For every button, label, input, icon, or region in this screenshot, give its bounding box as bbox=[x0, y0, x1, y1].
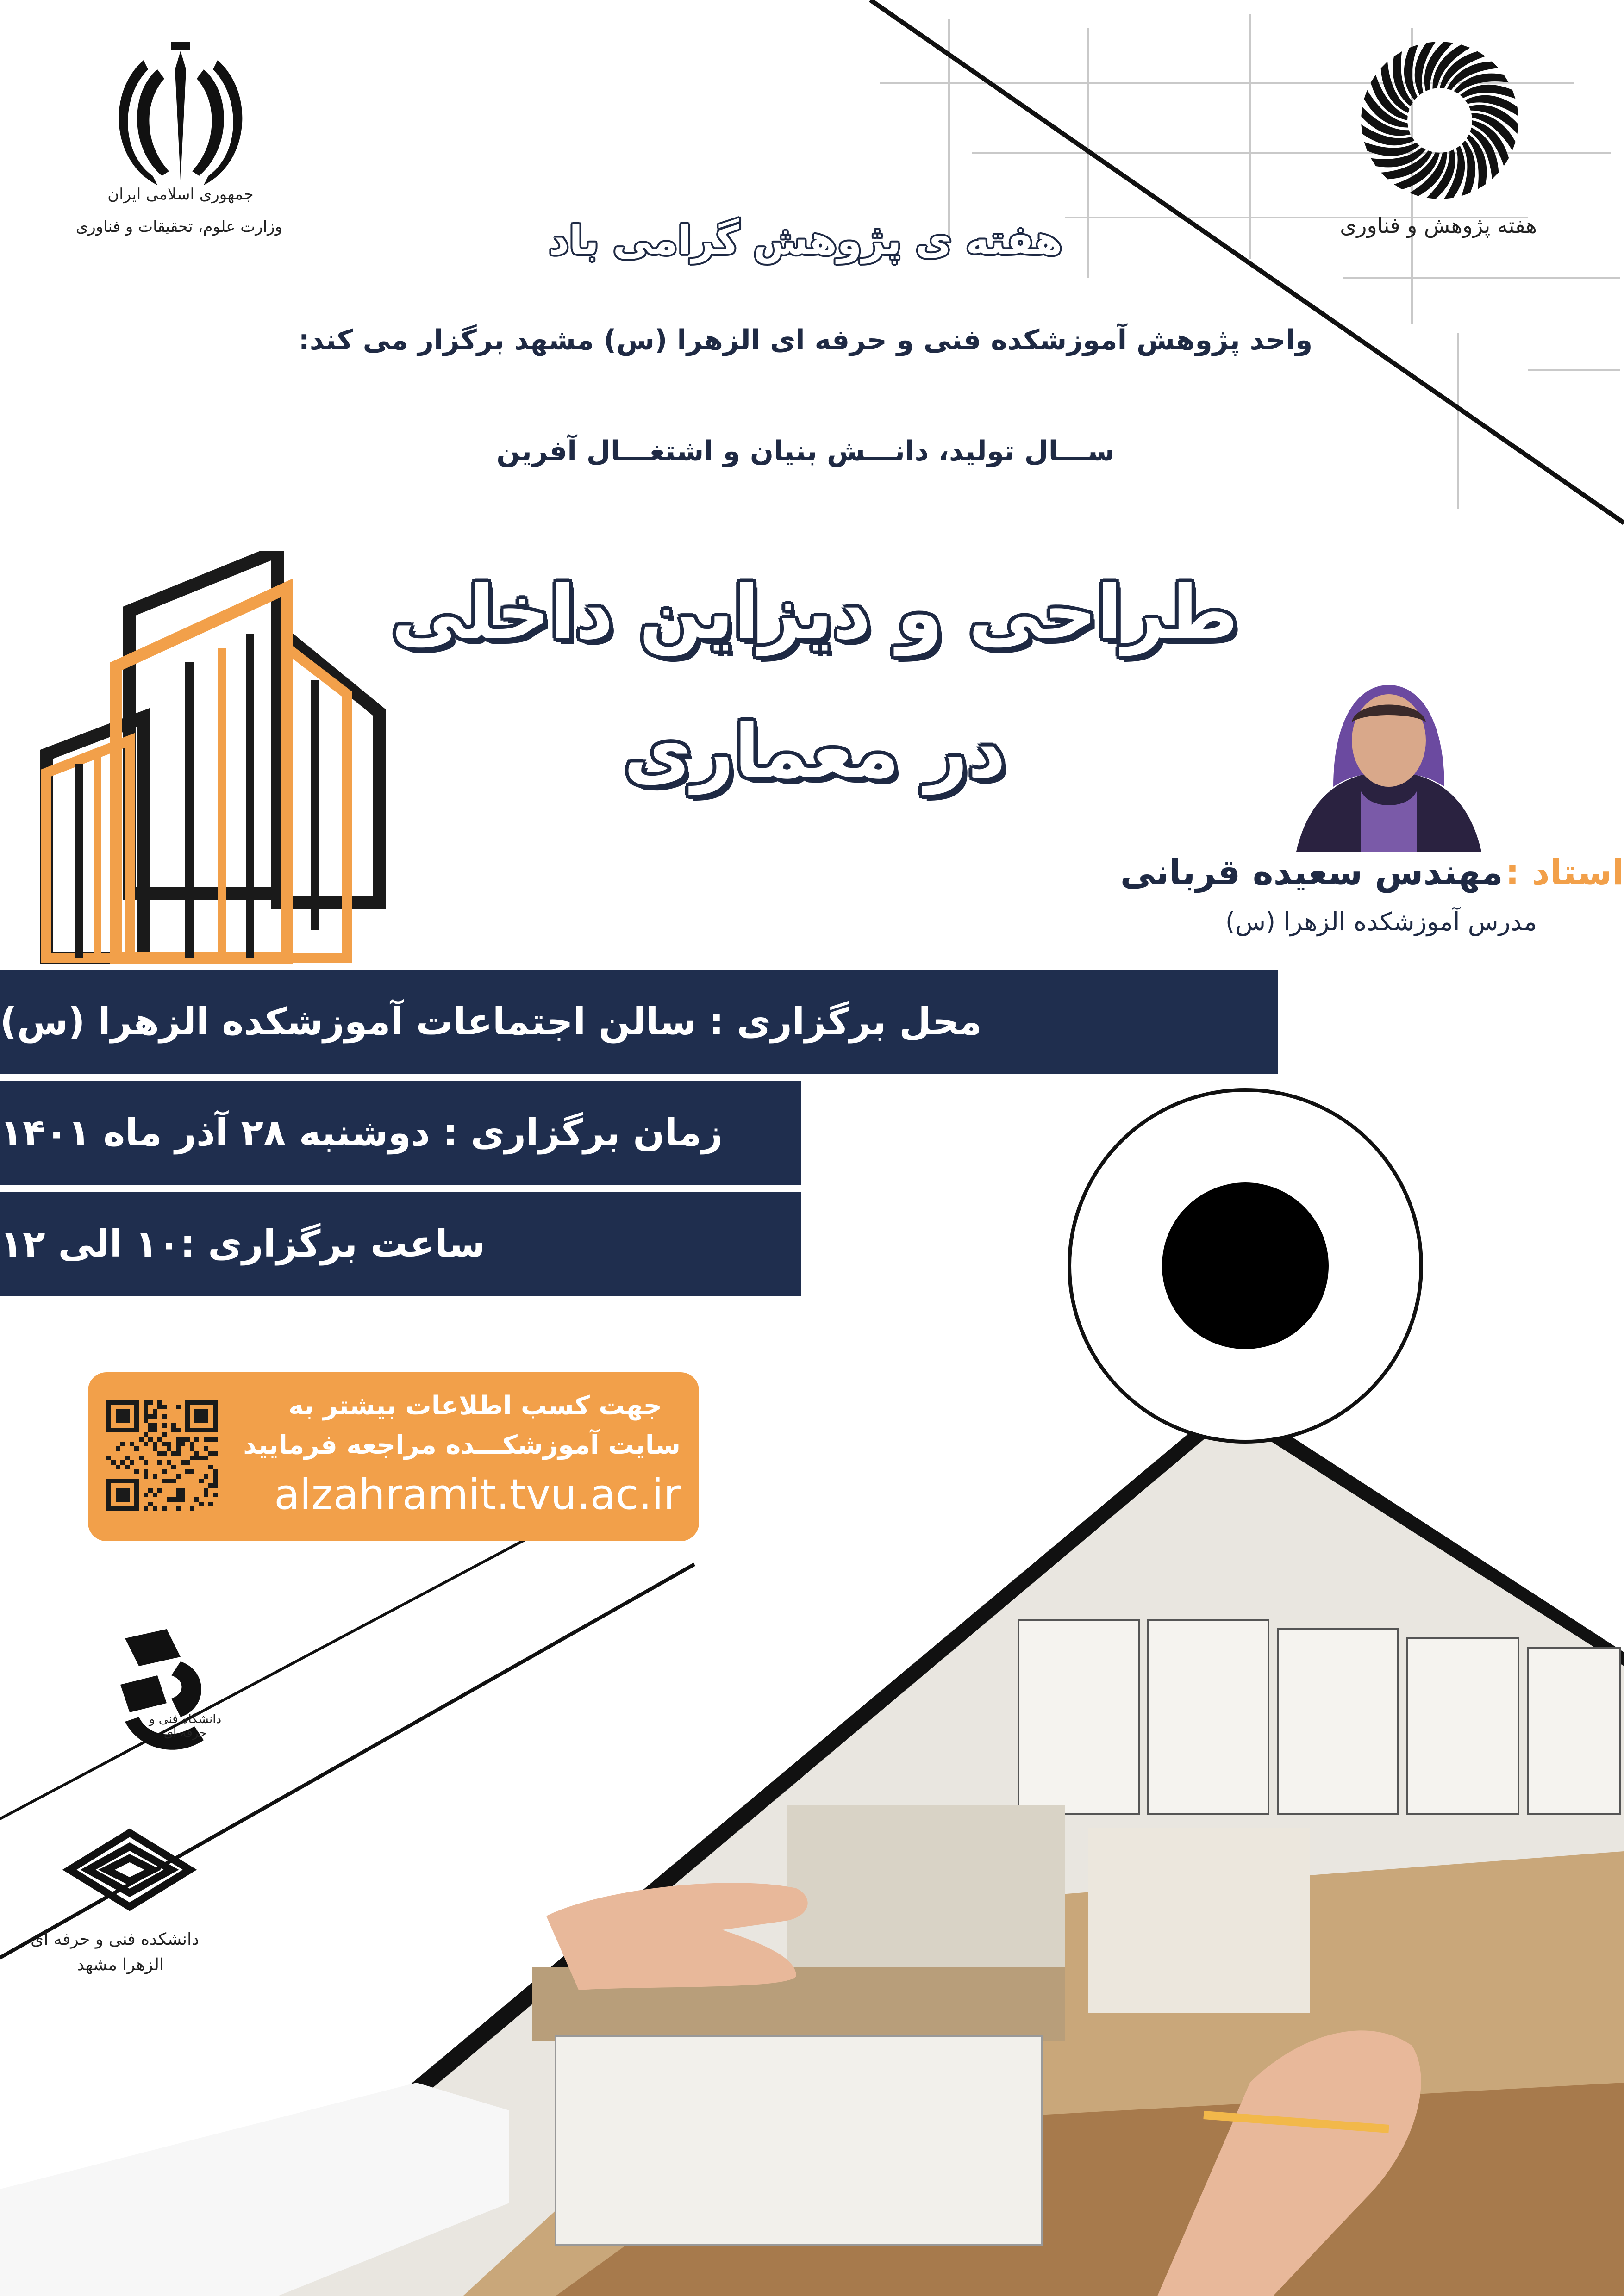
qr-module bbox=[106, 1479, 111, 1511]
qr-module bbox=[181, 1497, 185, 1502]
tvu-logo bbox=[56, 1629, 222, 1768]
instructor-role: مدرس آموزشکده الزهرا (س) bbox=[1225, 907, 1537, 936]
qr-module bbox=[148, 1502, 153, 1506]
qr-module bbox=[185, 1437, 190, 1442]
qr-module bbox=[204, 1488, 208, 1493]
qr-module bbox=[144, 1474, 148, 1479]
qr-module bbox=[162, 1451, 167, 1456]
qr-module bbox=[176, 1488, 181, 1493]
qr-module bbox=[153, 1446, 157, 1451]
qr-module bbox=[157, 1400, 162, 1405]
qr-module bbox=[157, 1451, 162, 1456]
qr-module bbox=[194, 1451, 199, 1456]
info-line-2: سایت آموزشکـــده مراجعه فرمایید bbox=[243, 1430, 681, 1460]
qr-module bbox=[171, 1451, 176, 1456]
qr-module bbox=[148, 1437, 153, 1442]
qr-module bbox=[106, 1400, 139, 1405]
qr-module bbox=[153, 1428, 157, 1432]
organizer-line: واحد پژوهش آموزشکده فنی و حرفه ای الزهرا (س) مشهد برگزار می کند: bbox=[298, 324, 1313, 356]
qr-module bbox=[153, 1409, 157, 1414]
qr-module bbox=[171, 1428, 176, 1432]
instructor-name: مهندس سعیده قربانی bbox=[1120, 852, 1503, 893]
qr-module bbox=[213, 1469, 218, 1474]
qr-module bbox=[120, 1460, 125, 1465]
qr-module bbox=[204, 1446, 208, 1451]
website-link[interactable]: alzahramit.tvu.ac.ir bbox=[274, 1470, 681, 1519]
qr-module bbox=[194, 1456, 199, 1460]
alzahra-caption-1: دانشکده فنی و حرفه ای bbox=[31, 1930, 199, 1949]
qr-module bbox=[106, 1428, 139, 1432]
qr-module bbox=[181, 1437, 185, 1442]
qr-module bbox=[106, 1506, 139, 1511]
qr-module bbox=[144, 1419, 148, 1423]
iran-emblem-icon bbox=[79, 42, 282, 190]
qr-module bbox=[213, 1451, 218, 1456]
qr-module bbox=[176, 1428, 181, 1432]
qr-module bbox=[185, 1400, 218, 1405]
research-week-caption: هفته پژوهش و فناوری bbox=[1340, 213, 1537, 238]
qr-module bbox=[204, 1456, 208, 1460]
qr-module bbox=[162, 1432, 167, 1437]
qr-module bbox=[144, 1442, 148, 1446]
qr-module bbox=[208, 1502, 213, 1506]
qr-module bbox=[157, 1460, 162, 1465]
qr-module bbox=[204, 1474, 208, 1479]
info-line-1: جهت کسب اطلاعات بیشتر به bbox=[288, 1391, 662, 1421]
qr-module bbox=[213, 1437, 218, 1442]
instructor-line bbox=[648, 852, 1624, 902]
qr-module bbox=[106, 1400, 111, 1432]
qr-module bbox=[106, 1479, 139, 1483]
qr-module bbox=[134, 1469, 139, 1474]
qr-module bbox=[162, 1423, 167, 1428]
qr-module bbox=[176, 1442, 181, 1446]
qr-module bbox=[116, 1465, 120, 1469]
iran-emblem-caption-2: وزارت علوم، تحقیقات و فناوری bbox=[75, 218, 282, 236]
qr-module bbox=[162, 1479, 167, 1483]
qr-module bbox=[167, 1497, 171, 1502]
qr-module bbox=[162, 1405, 167, 1409]
qr-module bbox=[181, 1442, 185, 1446]
tvu-logo-icon bbox=[111, 1629, 213, 1763]
qr-module bbox=[157, 1405, 162, 1409]
alzahra-caption-2: الزهرا مشهد bbox=[76, 1955, 164, 1974]
venue-text: محل برگزاری : سالن اجتماعات آموزشکده الزهرا (س) bbox=[0, 1000, 982, 1043]
venue-band bbox=[0, 970, 1278, 1074]
qr-module bbox=[176, 1474, 181, 1479]
qr-module bbox=[144, 1432, 148, 1437]
qr-module bbox=[144, 1414, 148, 1419]
qr-module bbox=[190, 1442, 194, 1446]
qr-module bbox=[162, 1414, 167, 1419]
qr-module bbox=[208, 1465, 213, 1469]
qr-module bbox=[194, 1409, 208, 1423]
qr-module bbox=[204, 1493, 208, 1497]
qr-module bbox=[176, 1446, 181, 1451]
qr-module bbox=[185, 1460, 190, 1465]
qr-module bbox=[167, 1479, 171, 1483]
qr-module bbox=[204, 1437, 208, 1442]
qr-module bbox=[190, 1456, 194, 1460]
qr-module bbox=[153, 1442, 157, 1446]
qr-module bbox=[106, 1456, 111, 1460]
title-line-1: طراحی و دیزاین داخلی bbox=[391, 569, 1238, 656]
slogan-line: ســـال تولید، دانـــش بنیان و اشتغـــال آفرین bbox=[496, 435, 1115, 467]
qr-module bbox=[176, 1497, 181, 1502]
qr-module bbox=[139, 1437, 144, 1442]
qr-module bbox=[111, 1460, 116, 1465]
qr-module bbox=[194, 1437, 199, 1442]
qr-module bbox=[130, 1460, 134, 1465]
qr-module bbox=[208, 1483, 213, 1488]
qr-module bbox=[171, 1423, 176, 1428]
instructor-photo bbox=[1278, 671, 1500, 852]
qr-module bbox=[194, 1497, 199, 1502]
qr-module bbox=[185, 1469, 190, 1474]
qr-module bbox=[190, 1469, 194, 1474]
qr-module bbox=[190, 1506, 194, 1511]
qr-module bbox=[144, 1506, 148, 1511]
qr-module bbox=[116, 1446, 120, 1451]
qr-module bbox=[157, 1488, 162, 1493]
qr-module bbox=[162, 1442, 167, 1446]
qr-code-icon[interactable] bbox=[106, 1400, 218, 1511]
qr-module bbox=[176, 1506, 181, 1511]
qr-module bbox=[148, 1414, 153, 1419]
qr-module bbox=[208, 1451, 213, 1456]
qr-module bbox=[144, 1400, 148, 1405]
qr-module bbox=[171, 1497, 176, 1502]
qr-module bbox=[213, 1483, 218, 1488]
qr-module bbox=[171, 1479, 176, 1483]
qr-module bbox=[181, 1488, 185, 1493]
qr-module bbox=[153, 1474, 157, 1479]
iran-emblem-caption-1: جمهوری اسلامی ایران bbox=[107, 185, 254, 204]
time-text: ساعت برگزاری :۱۰ الی ۱۲ bbox=[0, 1222, 486, 1265]
qr-module bbox=[139, 1456, 144, 1460]
qr-module bbox=[181, 1460, 185, 1465]
qr-module bbox=[134, 1400, 139, 1432]
qr-module bbox=[144, 1460, 148, 1465]
qr-module bbox=[120, 1442, 125, 1446]
qr-module bbox=[213, 1479, 218, 1483]
qr-module bbox=[190, 1446, 194, 1451]
research-week-logo bbox=[1340, 28, 1537, 268]
qr-module bbox=[144, 1493, 148, 1497]
qr-module bbox=[125, 1465, 130, 1469]
qr-module bbox=[176, 1437, 181, 1442]
qr-module bbox=[130, 1442, 134, 1446]
qr-module bbox=[171, 1465, 176, 1469]
instructor-label: استاد : bbox=[1505, 852, 1624, 893]
headline: هفته ی پژوهش گرامی باد bbox=[549, 218, 1062, 264]
qr-module bbox=[153, 1506, 157, 1511]
alzahra-logo bbox=[31, 1814, 199, 1995]
qr-module bbox=[134, 1479, 139, 1511]
qr-module bbox=[167, 1446, 171, 1451]
date-text: زمان برگزاری : دوشنبه ۲۸ آذر ماه ۱۴۰۱ bbox=[0, 1111, 723, 1154]
tvu-caption: دانشگاه فنی و حرفه ای bbox=[149, 1712, 222, 1740]
qr-module bbox=[162, 1469, 167, 1474]
qr-module bbox=[116, 1409, 130, 1423]
research-week-logo-icon bbox=[1343, 28, 1537, 213]
qr-module bbox=[167, 1442, 171, 1446]
qr-module bbox=[144, 1469, 148, 1474]
qr-module bbox=[167, 1460, 171, 1465]
qr-module bbox=[148, 1428, 153, 1432]
date-band bbox=[0, 1081, 801, 1185]
alzahra-logo-icon bbox=[60, 1814, 199, 1925]
qr-module bbox=[213, 1400, 218, 1432]
qr-module bbox=[153, 1414, 157, 1419]
qr-module bbox=[208, 1437, 213, 1442]
qr-module bbox=[185, 1428, 218, 1432]
qr-module bbox=[176, 1493, 181, 1497]
qr-module bbox=[176, 1405, 181, 1409]
qr-module bbox=[199, 1502, 204, 1506]
qr-module bbox=[213, 1474, 218, 1479]
qr-module bbox=[181, 1493, 185, 1497]
qr-module bbox=[199, 1479, 204, 1483]
info-box bbox=[88, 1372, 699, 1541]
qr-module bbox=[176, 1451, 181, 1456]
qr-module bbox=[134, 1446, 139, 1451]
qr-module bbox=[116, 1488, 130, 1502]
qr-module bbox=[153, 1423, 157, 1428]
qr-module bbox=[162, 1506, 167, 1511]
qr-module bbox=[148, 1488, 153, 1493]
qr-module bbox=[144, 1409, 148, 1414]
time-band bbox=[0, 1192, 801, 1296]
qr-module bbox=[153, 1493, 157, 1497]
title-line-2: در معماری bbox=[624, 708, 1006, 795]
qr-module bbox=[148, 1423, 153, 1428]
qr-module bbox=[185, 1400, 190, 1432]
qr-module bbox=[148, 1400, 153, 1405]
qr-module bbox=[157, 1437, 162, 1442]
qr-module bbox=[125, 1456, 130, 1460]
qr-module bbox=[144, 1405, 148, 1409]
qr-module bbox=[199, 1456, 204, 1460]
iran-emblem bbox=[75, 42, 282, 259]
qr-module bbox=[213, 1493, 218, 1497]
